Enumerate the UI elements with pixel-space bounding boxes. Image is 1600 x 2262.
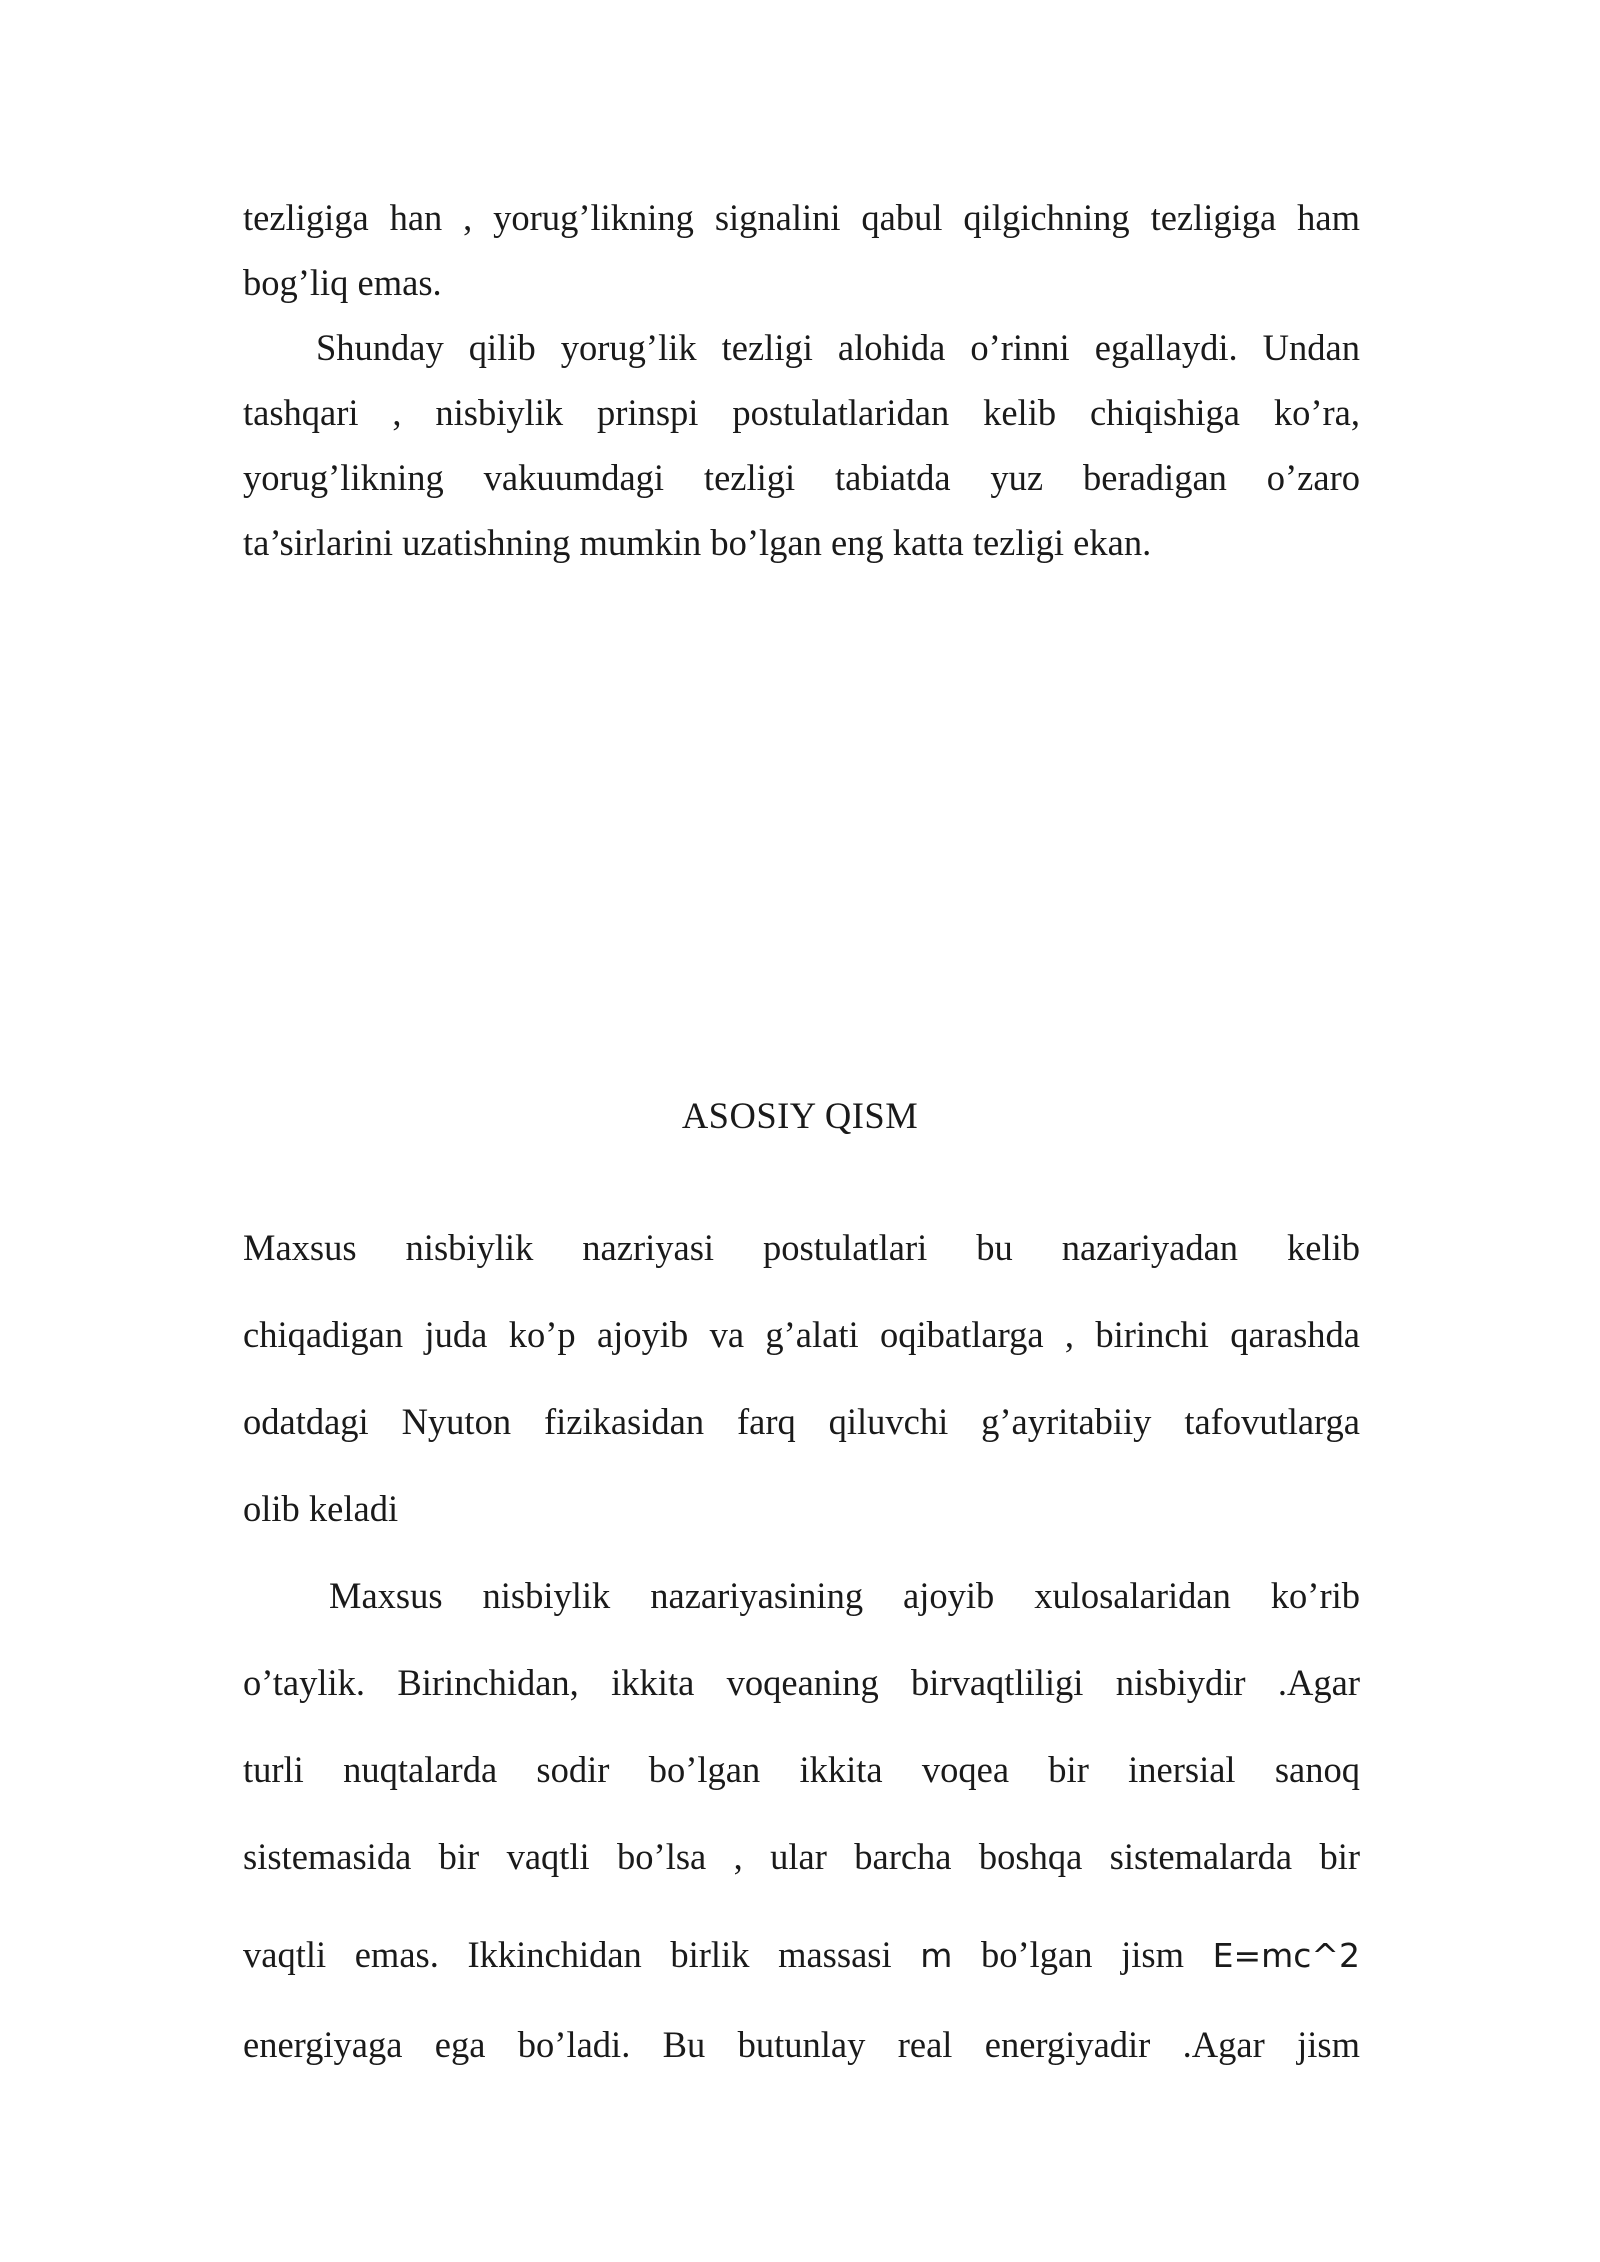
formula-line-text: bo’lgan jism [981,1934,1184,1975]
paragraph-line: o’taylik. Birinchidan, ikkita voqeaning birvaqtliligi nisbiydir .Agar [243,1662,1360,1703]
paragraph-line: bog’liq emas. [243,262,442,303]
paragraph-line: yorug’likning vakuumdagi tezligi tabiatda yuz beradigan o’zaro [243,457,1360,498]
paragraph-line: turli nuqtalarda sodir bo’lgan ikkita voqea bir inersial sanoq [243,1749,1360,1790]
energy-formula: E=mc^2 [1212,1936,1361,1975]
paragraph-line: Shunday qilib yorug’lik tezligi alohida o’rinni egallaydi. Undan [316,327,1360,368]
paragraph-line: tezligiga han , yorug’likning signalini qabul qilgichning tezligiga ham [243,197,1360,238]
paragraph-line: odatdagi Nyuton fizikasidan farq qiluvchi g’ayritabiiy tafovutlarga [243,1401,1360,1442]
section-heading: ASOSIY QISM [681,1095,919,1136]
paragraph-line: sistemasida bir vaqtli bo’lsa , ular barcha boshqa sistemalarda bir [243,1836,1360,1877]
paragraph-line: Maxsus nisbiylik nazriyasi postulatlari bu nazariyadan kelib [243,1227,1360,1268]
paragraph-line: ta’sirlarini uzatishning mumkin bo’lgan eng katta tezligi ekan. [243,522,1152,563]
paragraph-line: tashqari , nisbiylik prinspi postulatlaridan kelib chiqishiga ko’ra, [243,392,1360,433]
paragraph-line: olib keladi [243,1488,399,1529]
paragraph-line: Maxsus nisbiylik nazariyasining ajoyib xulosalaridan ko’rib [329,1575,1360,1616]
formula-line-text: vaqtli emas. Ikkinchidan birlik massasi [243,1934,892,1975]
formula-line [243,1933,1360,1978]
paragraph-line: chiqadigan juda ko’p ajoyib va g’alati oqibatlarga , birinchi qarashda [243,1314,1360,1355]
mass-symbol: m [920,1936,953,1975]
paragraph-line: energiyaga ega bo’ladi. Bu butunlay real energiyadir .Agar jism [243,2024,1360,2065]
